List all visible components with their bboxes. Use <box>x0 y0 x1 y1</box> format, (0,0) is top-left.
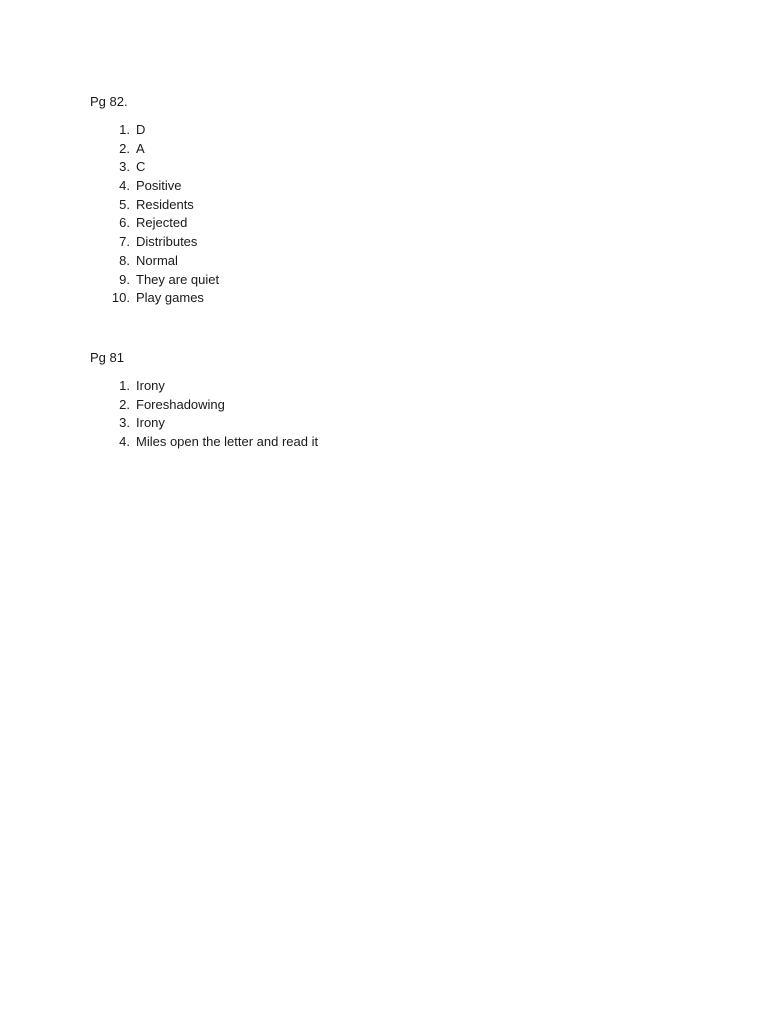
list-item <box>90 289 204 308</box>
item-text: They are quiet <box>136 271 220 287</box>
item-number: 2. <box>119 140 130 156</box>
list-item <box>90 233 198 252</box>
list-item <box>90 377 165 396</box>
list-item <box>90 177 182 196</box>
item-text: Rejected <box>136 215 188 231</box>
list-item <box>90 121 146 140</box>
item-number: 10. <box>111 290 130 306</box>
item-number: 1. <box>119 122 130 137</box>
list-item <box>90 433 319 452</box>
item-text: Normal <box>136 252 178 268</box>
item-number: 5. <box>119 196 130 212</box>
item-text: Positive <box>136 178 182 194</box>
item-number: 6. <box>119 215 130 231</box>
item-text: Play games <box>136 290 204 306</box>
item-text: D <box>136 122 146 137</box>
item-number: 3. <box>119 415 130 431</box>
list-item <box>90 252 178 271</box>
item-text: Irony <box>136 415 165 431</box>
item-text: C <box>136 159 146 175</box>
answer-list <box>90 121 220 308</box>
item-number: 3. <box>119 159 130 175</box>
list-item <box>90 196 194 215</box>
answer-list <box>90 377 319 452</box>
item-text: Residents <box>136 196 194 212</box>
item-text: Distributes <box>136 234 198 250</box>
section-heading: Pg 81 <box>90 350 124 365</box>
item-text: A <box>136 140 145 156</box>
list-item <box>90 396 225 415</box>
item-number: 9. <box>119 271 130 287</box>
item-number: 4. <box>119 178 130 194</box>
item-number: 1. <box>119 378 130 393</box>
item-text: Irony <box>136 378 165 393</box>
item-number: 4. <box>119 434 130 450</box>
item-text: Miles open the letter and read it <box>136 434 319 450</box>
list-item <box>90 214 188 233</box>
item-text: Foreshadowing <box>136 396 225 412</box>
section-heading: Pg 82. <box>90 94 128 109</box>
list-item <box>90 271 220 290</box>
list-item <box>90 140 145 159</box>
section-pg-81 <box>90 349 319 452</box>
item-number: 2. <box>119 396 130 412</box>
item-number: 8. <box>119 252 130 268</box>
list-item <box>90 414 165 433</box>
item-number: 7. <box>119 234 130 250</box>
list-item <box>90 158 146 177</box>
section-pg-82 <box>90 93 220 308</box>
